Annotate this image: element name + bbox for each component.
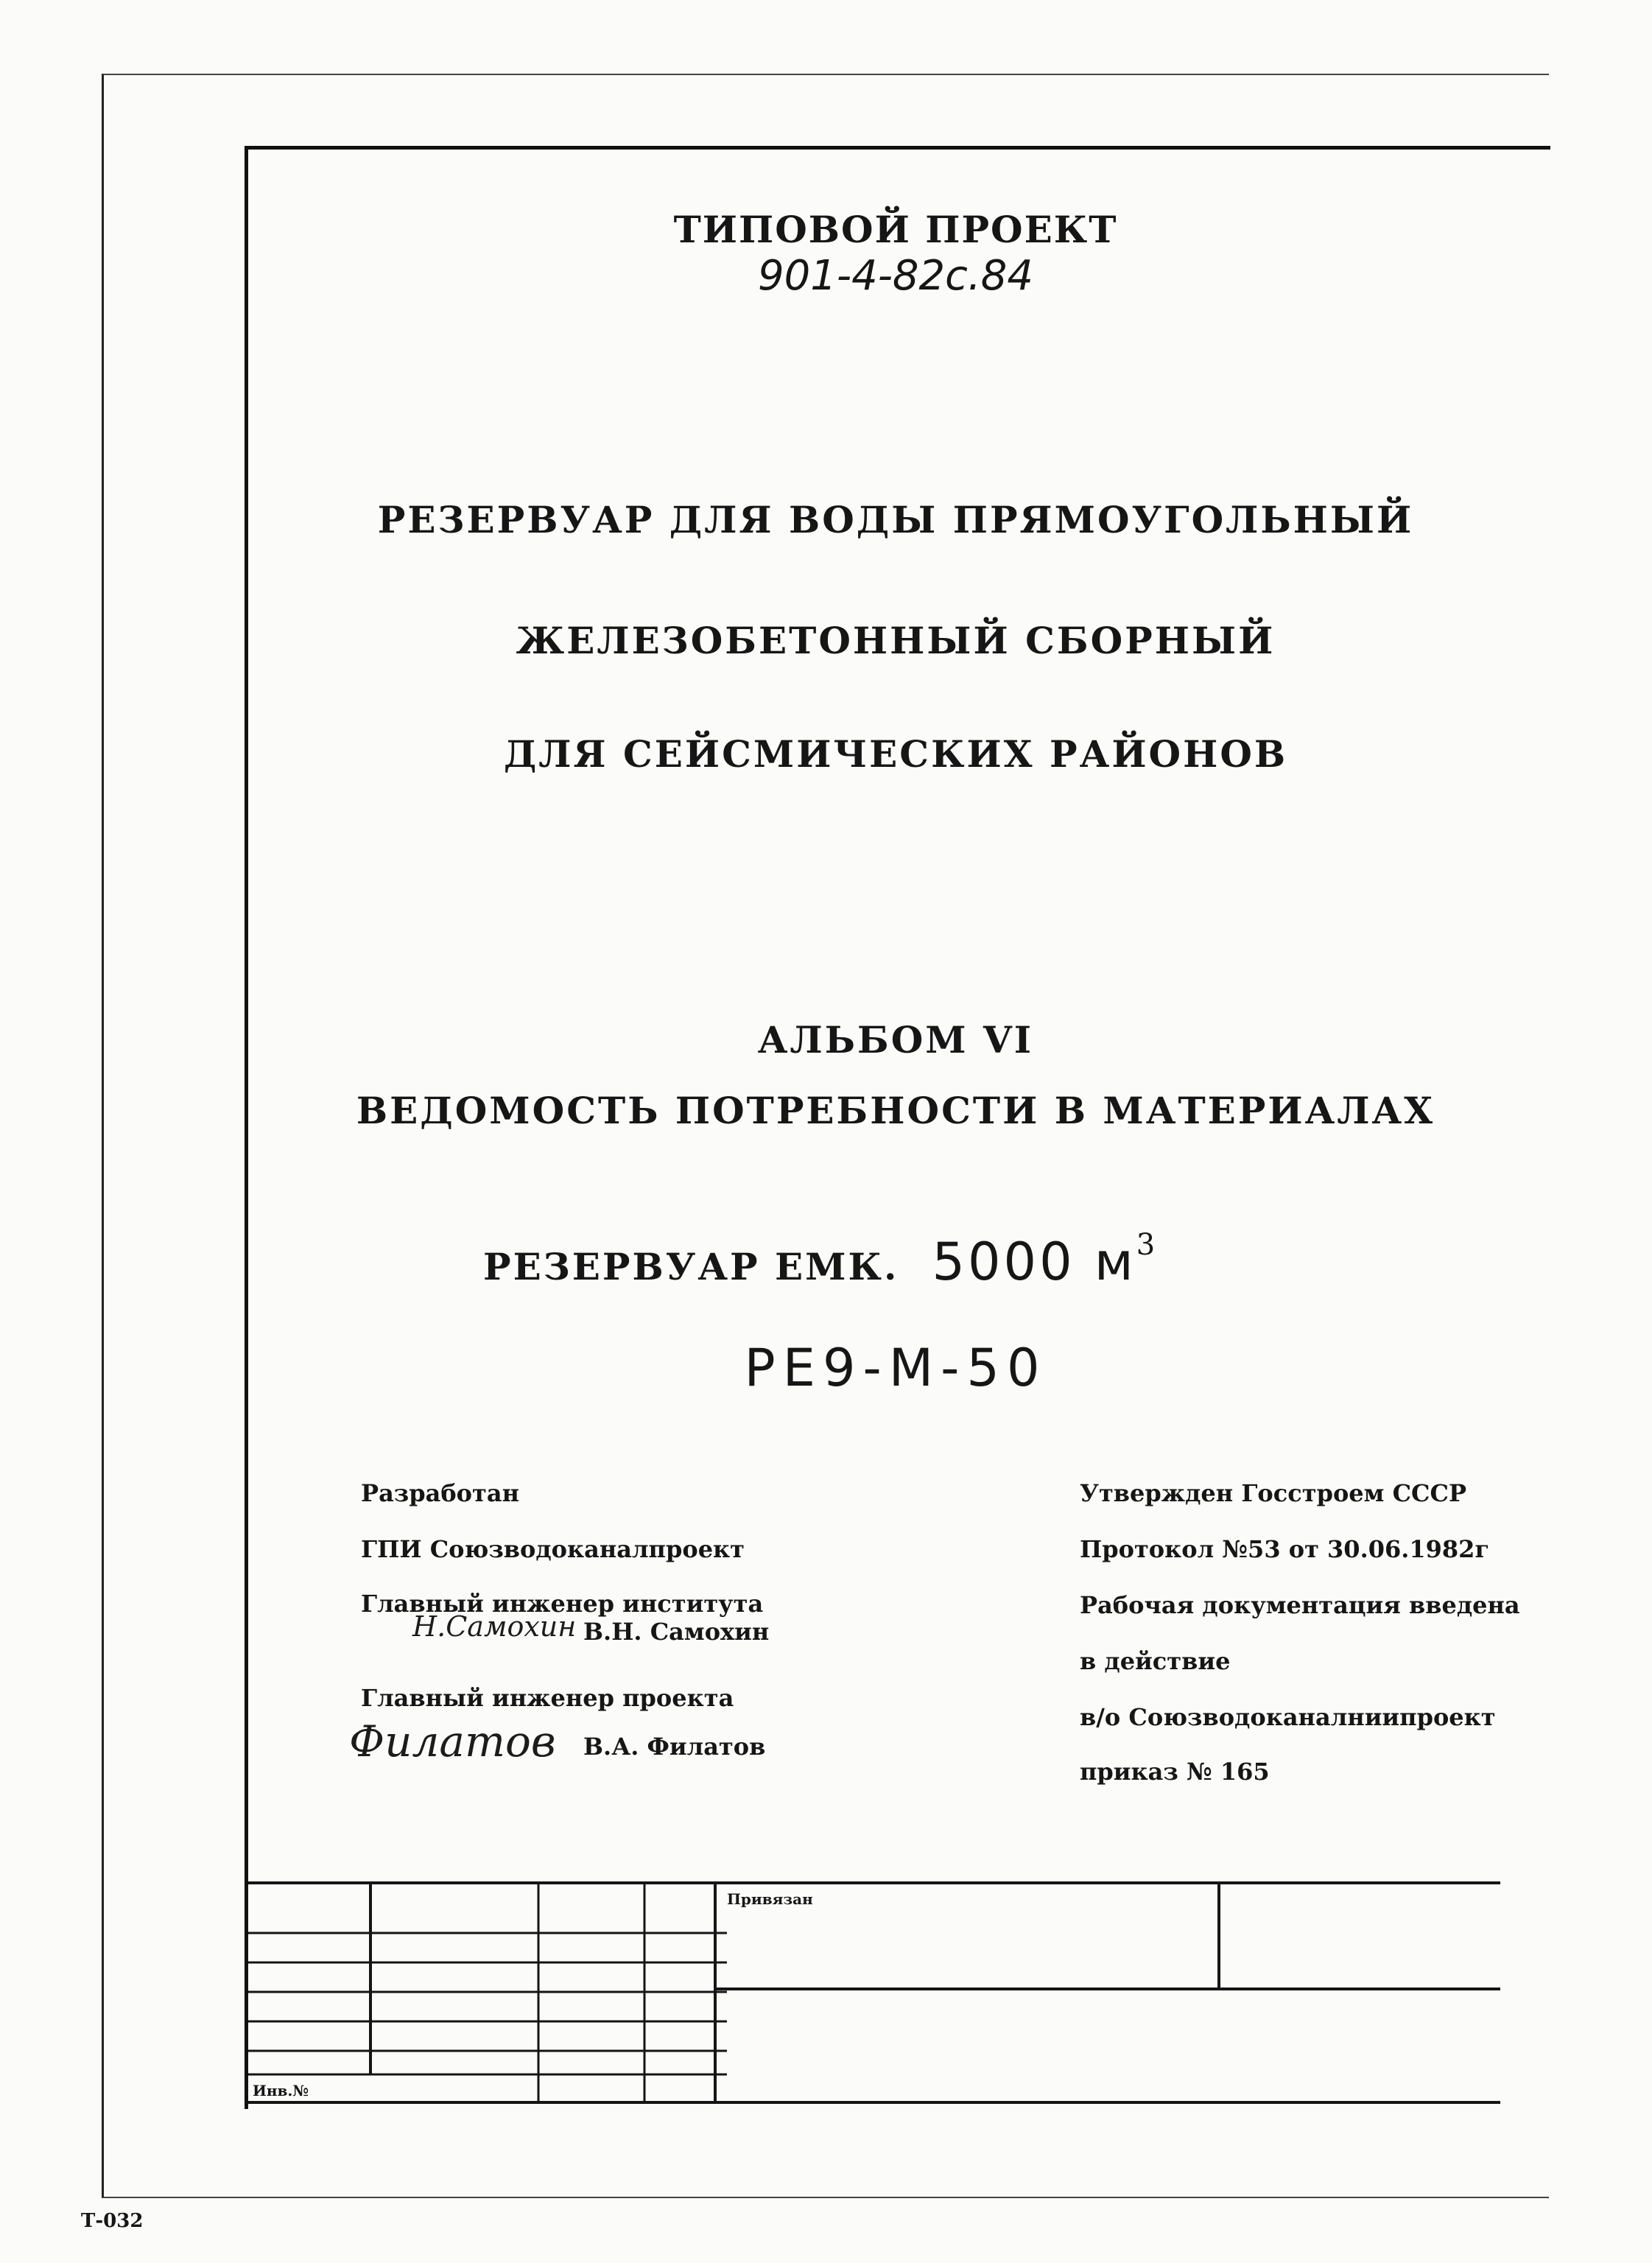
title-line-3: ДЛЯ СЕЙСМИЧЕСКИХ РАЙОНОВ	[503, 732, 1288, 776]
form-code: Т-032	[81, 2210, 144, 2232]
chief-institute-role: Главный инженер института	[361, 1590, 764, 1618]
stamp-grid	[248, 1881, 1500, 2105]
approved-line-4: в действие	[1080, 1647, 1231, 1675]
title-line-1: РЕЗЕРВУАР ДЛЯ ВОДЫ ПРЯМОУГОЛЬНЫЙ	[377, 498, 1414, 541]
signature-project: Филатов	[349, 1716, 556, 1766]
chief-project-role: Главный инженер проекта	[361, 1684, 734, 1712]
capacity-exponent: 3	[1136, 1228, 1156, 1262]
developer-org: ГПИ Союзводоканалпроект	[361, 1535, 745, 1563]
approved-line-3: Рабочая документация введена	[1080, 1591, 1520, 1619]
project-type-heading: ТИПОВОЙ ПРОЕКТ	[673, 208, 1118, 251]
approved-line-2: Протокол №53 от 30.06.1982г	[1080, 1535, 1490, 1563]
title-line-2: ЖЕЛЕЗОБЕТОННЫЙ СБОРНЫЙ	[516, 619, 1276, 662]
capacity-line	[483, 1228, 1156, 1292]
chief-institute-name: В.Н. Самохин	[583, 1618, 770, 1646]
approved-line-5: в/о Союзводоканалниипроект	[1080, 1703, 1496, 1731]
reservoir-code: РЕ9-М-50	[744, 1338, 1047, 1398]
chief-project-name: В.А. Филатов	[583, 1733, 766, 1761]
title-block-stamp	[248, 1881, 1500, 2105]
signature-institute: Н.Самохин	[412, 1610, 577, 1643]
capacity-value: 5000 м	[932, 1232, 1136, 1292]
approved-line-1: Утвержден Госстроем СССР	[1080, 1479, 1467, 1507]
album-name: ВЕДОМОСТЬ ПОТРЕБНОСТИ В МАТЕРИАЛАХ	[356, 1089, 1435, 1132]
stamp-attached-label: Привязан	[727, 1890, 813, 1908]
project-number: 901-4-82с.84	[757, 252, 1034, 300]
developed-label: Разработан	[361, 1479, 519, 1507]
approved-line-6: приказ № 165	[1080, 1758, 1270, 1786]
capacity-label: РЕЗЕРВУАР ЕМК.	[483, 1245, 899, 1288]
album-number: АЛЬБОМ VI	[757, 1018, 1034, 1062]
stamp-inventory-label: Инв.№	[253, 2082, 309, 2099]
